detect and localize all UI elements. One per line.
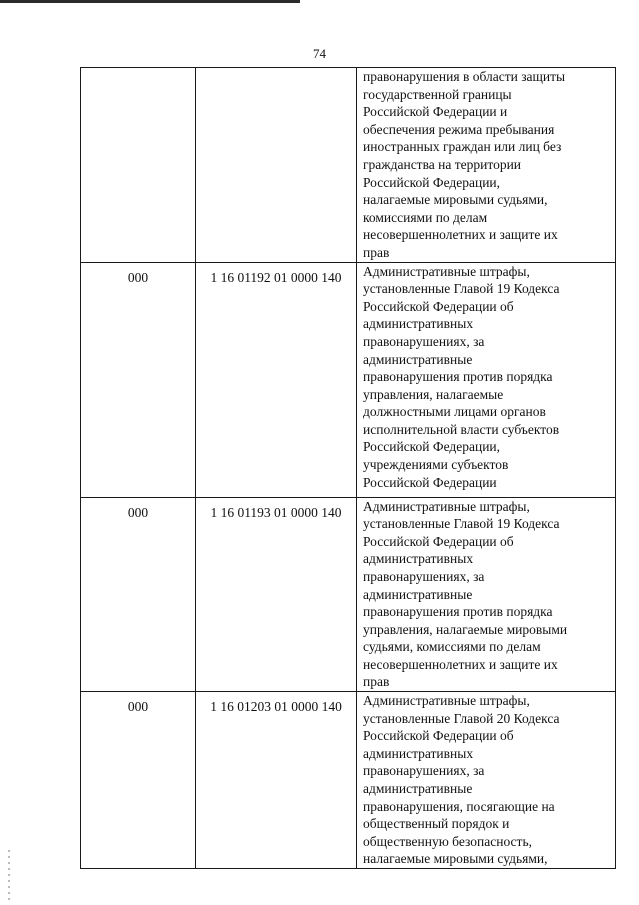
- admin-code-cell: [81, 68, 196, 263]
- description-line: должностными лицами органов: [363, 404, 546, 420]
- description-line: административные: [363, 781, 473, 797]
- kbk-code-cell: [196, 497, 357, 692]
- description-line: административных: [363, 745, 474, 761]
- description-line: правонарушения в области защиты: [363, 69, 566, 84]
- scan-margin-mark: [8, 850, 10, 900]
- kbk-code-cell: [196, 68, 357, 263]
- description-line: правонарушения против порядка: [363, 369, 553, 385]
- description-line: Российской Федерации об: [363, 533, 514, 549]
- description-line: правонарушениях, за: [363, 568, 485, 584]
- description-line: несовершеннолетних и защите их: [363, 656, 558, 672]
- description-line: правонарушения против порядка: [363, 604, 553, 620]
- description-line: Административные штрафы,: [363, 263, 530, 279]
- description-line: налагаемые мировыми судьями,: [363, 851, 548, 867]
- table-row: [81, 68, 616, 263]
- admin-code: 000: [127, 269, 149, 285]
- description-cell: [357, 692, 616, 869]
- kbk-code: [196, 68, 356, 74]
- description-line: судьями, комиссиями по делам: [363, 639, 541, 655]
- revenue-codes-table: [80, 67, 616, 869]
- description-text: [363, 263, 611, 492]
- description-cell: [357, 497, 616, 692]
- page-number: 74: [313, 46, 326, 61]
- scan-edge-line: [0, 0, 300, 3]
- description-text: [363, 498, 611, 692]
- description-line: иностранных граждан или лиц без: [363, 139, 562, 155]
- description-line: учреждениями субъектов: [363, 457, 509, 473]
- description-line: установленные Главой 19 Кодекса: [363, 516, 560, 532]
- description-line: управления, налагаемые мировыми: [363, 621, 568, 637]
- description-line: прав: [363, 674, 390, 690]
- admin-code-cell: [81, 497, 196, 692]
- admin-code-cell: [81, 692, 196, 869]
- admin-code: [81, 68, 195, 74]
- description-line: административные: [363, 351, 473, 367]
- description-line: правонарушения, посягающие на: [363, 798, 555, 814]
- description-line: установленные Главой 19 Кодекса: [363, 281, 560, 297]
- description-line: Российской Федерации,: [363, 439, 501, 455]
- table-row: [81, 692, 616, 869]
- description-line: Российской Федерации: [363, 474, 497, 490]
- kbk-code: 1 16 01203 01 0000 140: [210, 699, 342, 715]
- kbk-code-cell: [196, 692, 357, 869]
- description-line: правонарушениях, за: [363, 333, 485, 349]
- description-text: [363, 692, 611, 868]
- description-line: административных: [363, 551, 474, 567]
- description-line: правонарушениях, за: [363, 763, 485, 779]
- admin-code: 000: [127, 699, 149, 715]
- description-line: общественную безопасность,: [363, 833, 532, 849]
- table-row: [81, 262, 616, 497]
- table-body: [81, 68, 616, 869]
- description-line: несовершеннолетних и защите их: [363, 227, 558, 243]
- description-line: управления, налагаемые: [363, 386, 504, 402]
- description-line: государственной границы: [363, 86, 512, 102]
- description-line: Российской Федерации об: [363, 298, 514, 314]
- description-line: административных: [363, 316, 474, 332]
- description-line: общественный порядок и: [363, 816, 510, 832]
- description-line: административные: [363, 586, 473, 602]
- admin-code: 000: [127, 504, 149, 520]
- description-cell: [357, 68, 616, 263]
- description-line: Российской Федерации об: [363, 728, 514, 744]
- description-line: Административные штрафы,: [363, 693, 530, 709]
- description-text: [363, 68, 611, 262]
- description-line: гражданства на территории: [363, 156, 522, 172]
- description-line: комиссиями по делам: [363, 209, 488, 225]
- admin-code-cell: [81, 262, 196, 497]
- description-line: Российской Федерации,: [363, 174, 501, 190]
- description-line: Административные штрафы,: [363, 498, 530, 514]
- description-line: прав: [363, 244, 390, 260]
- description-line: установленные Главой 20 Кодекса: [363, 710, 560, 726]
- table-row: [81, 497, 616, 692]
- description-line: исполнительной власти субъектов: [363, 421, 560, 437]
- description-line: налагаемые мировыми судьями,: [363, 192, 548, 208]
- kbk-code-cell: [196, 262, 357, 497]
- description-line: Российской Федерации и: [363, 104, 508, 120]
- description-line: обеспечения режима пребывания: [363, 121, 555, 137]
- kbk-code: 1 16 01192 01 0000 140: [210, 269, 342, 285]
- kbk-code: 1 16 01193 01 0000 140: [210, 504, 342, 520]
- description-cell: [357, 262, 616, 497]
